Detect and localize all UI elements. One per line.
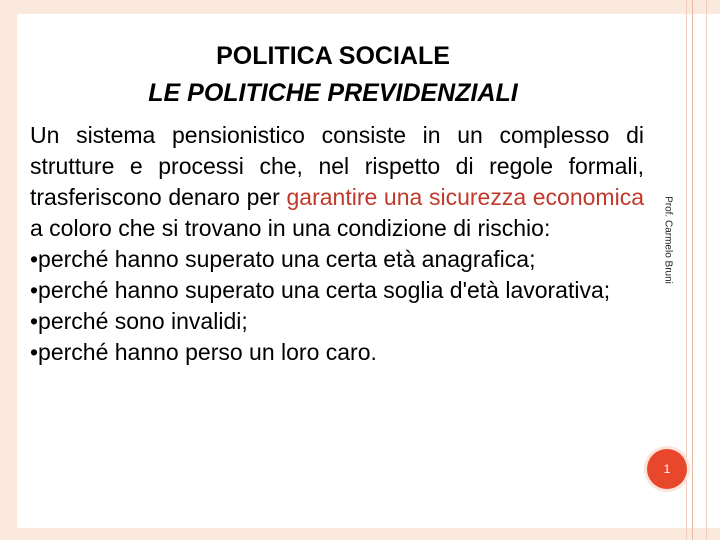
frame-rule-right	[706, 0, 707, 540]
frame-bottom	[0, 528, 720, 540]
slide-body	[30, 120, 644, 368]
frame-top	[0, 0, 720, 14]
page-number-badge: 1	[647, 449, 687, 489]
frame-left	[0, 0, 17, 540]
bullet-item: •perché sono invalidi;	[30, 308, 248, 334]
bullet-item: •perché hanno superato una certa età anagrafica;	[30, 246, 536, 272]
frame-rule-inner	[686, 0, 687, 540]
paragraph-highlight: garantire una sicurezza economica	[286, 184, 644, 210]
slide-title	[30, 38, 636, 112]
paragraph-rest: a coloro che si trovano in una condizione di rischio:	[30, 215, 551, 241]
author-credit: Prof. Carmelo Bruni	[662, 196, 674, 284]
bullet-item: •perché hanno perso un loro caro.	[30, 339, 377, 365]
bullet-item: •perché hanno superato una certa soglia d'età lavorativa;	[30, 277, 611, 303]
frame-rule-outer	[692, 0, 693, 540]
title-line-2: LE POLITICHE PREVIDENZIALI	[148, 79, 518, 107]
paragraph-intro: Un sistema pensionistico consiste in un complesso di strutture e processi che, nel rispetto di regole formali, trasferiscono denaro per	[30, 122, 644, 210]
title-line-1: POLITICA SOCIALE	[216, 42, 450, 70]
